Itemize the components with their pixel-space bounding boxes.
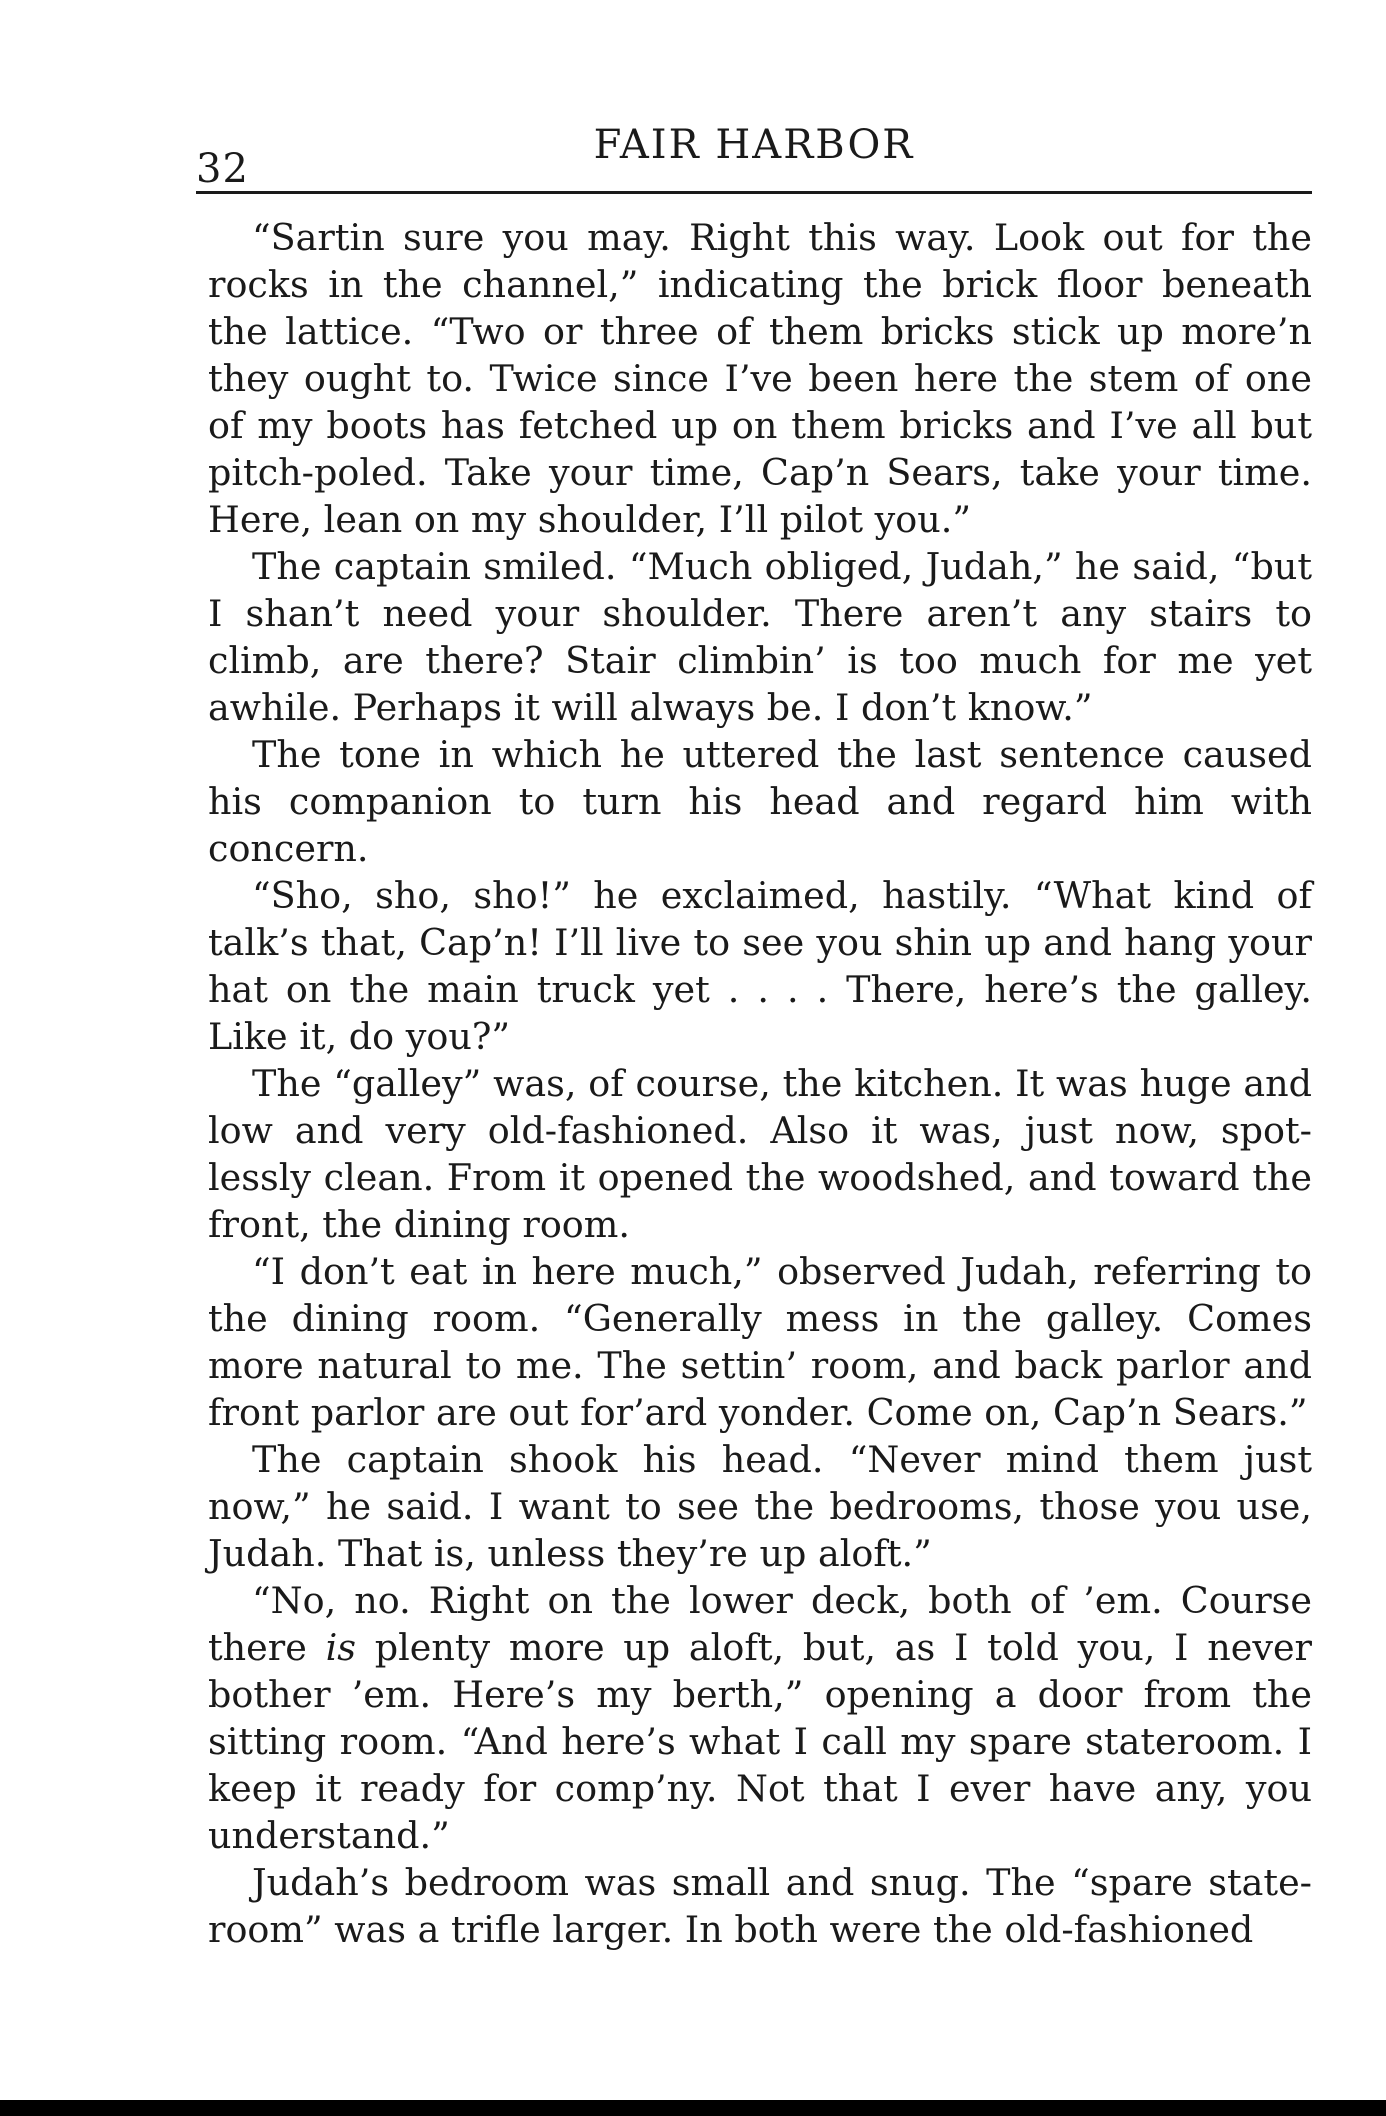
paragraph: “Sho, sho, sho!” he exclaimed, hastily. “What kind of talk’s that, Cap’n! I’ll live to see you shin up and hang your hat on the main truck yet . . . . There, here’s the galley. Like it, do you?” <box>208 874 1312 1058</box>
paragraph <box>208 1577 1312 1859</box>
paragraph-text: “No, no. Right on the lower deck, both of ’em. Course there <box>208 1579 1312 1669</box>
paragraph-text: plenty more up aloft, but, as I told you, I never bother ’em. Here’s my berth,” opening a door from the sitting room. “And here’s what I call my spare stateroom. I keep it ready for comp’ny. Not that I ever have any, you understand.” <box>208 1626 1312 1857</box>
paragraph: The captain smiled. “Much obliged, Judah,” he said, “but I shan’t need your shoulder. There aren’t any stairs to climb, are there? Stair climbin’ is too much for me yet awhile. Perhaps it will always be. I don’t know.” <box>208 545 1312 729</box>
page-number: 32 <box>196 146 249 192</box>
running-head: FAIR HARBOR <box>593 122 915 168</box>
paragraph: The captain shook his head. “Never mind them just now,” he said. I want to see the bedrooms, those you use, Judah. That is, unless they’re up aloft.” <box>208 1438 1312 1575</box>
scan-bottom-edge <box>0 2100 1386 2116</box>
header-rule <box>196 191 1312 194</box>
paragraph: “I don’t eat in here much,” observed Judah, referring to the dining room. “Generally mess in the galley. Comes more natural to me. The settin’ room, and back parlor and front parlor are out for’ard yonder. Come on, Cap’n Sears.” <box>208 1250 1312 1434</box>
page-header <box>196 118 1312 190</box>
paragraph: Judah’s bedroom was small and snug. The “spare state-room” was a trifle larger. In both were the old-fashioned <box>208 1861 1312 1951</box>
emphasized-word: is <box>325 1626 356 1669</box>
body-text <box>208 214 1312 1953</box>
paragraph: The tone in which he uttered the last sentence caused his companion to turn his head and regard him with concern. <box>208 733 1312 870</box>
paragraph: The “galley” was, of course, the kitchen. It was huge and low and very old-fashioned. Also it was, just now, spot-lessly clean. From it opened the woodshed, and toward the front, the dining room. <box>208 1062 1312 1246</box>
paragraph: “Sartin sure you may. Right this way. Look out for the rocks in the channel,” indicating the brick floor beneath the lattice. “Two or three of them bricks stick up more’n they ought to. Twice since I’ve been here the stem of one of my boots has fetched up on them bricks and I’ve all but pitch-poled. Take your time, Cap’n Sears, take your time. Here, lean on my shoulder, I’ll pilot you.” <box>208 216 1312 541</box>
